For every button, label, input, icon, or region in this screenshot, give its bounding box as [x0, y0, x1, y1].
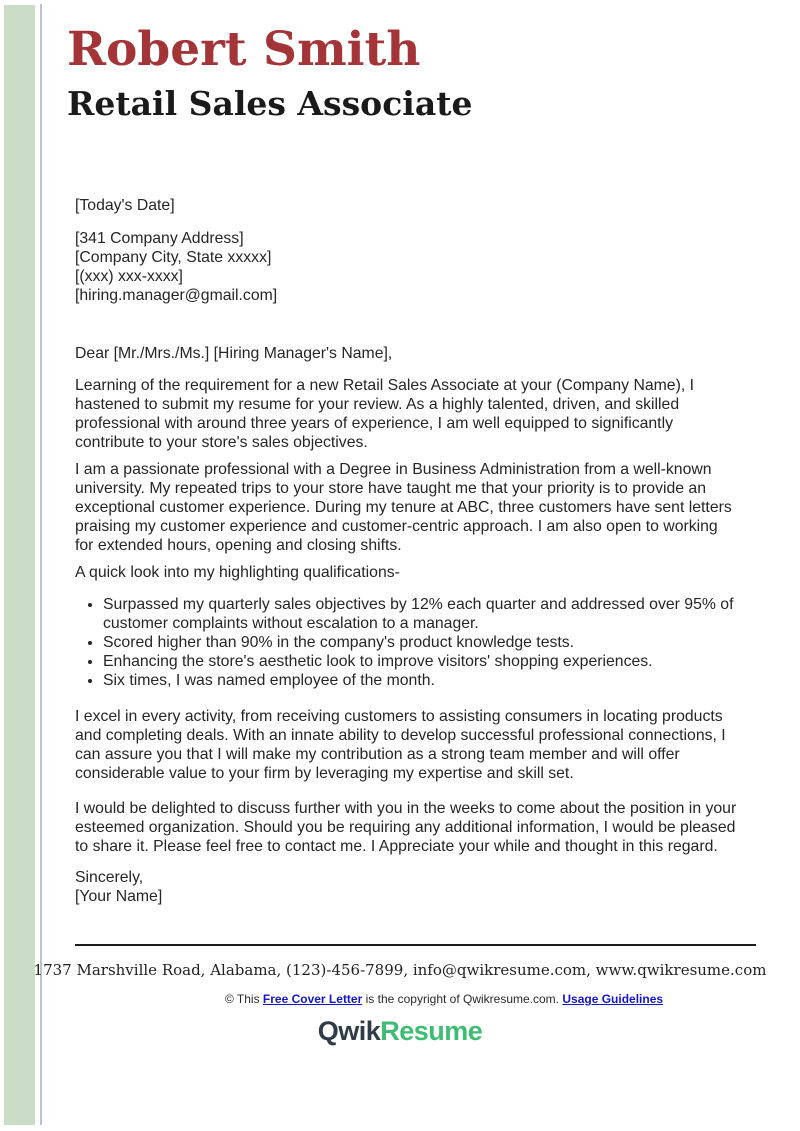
- recipient-address-line: [hiring.manager@gmail.com]: [75, 287, 278, 304]
- copyright-middle: is the copyright of Qwikresume.com.: [362, 992, 563, 1006]
- qwikresume-logo: [0, 1016, 800, 1046]
- qualification-item: • Surpassed my quarterly sales objectives by 12% each quarter and addressed over 95% of customer complaints without escalation to a manager.: [103, 595, 738, 633]
- footer-contact-line: 1737 Marshville Road, Alabama, (123)-456-7899, info@qwikresume.com, www.qwikresume.com: [33, 961, 767, 979]
- qualifications-list: [75, 595, 738, 690]
- qualification-item: • Enhancing the store's aesthetic look to improve visitors' shopping experiences.: [103, 652, 738, 671]
- qualifications-intro: A quick look into my highlighting qualifications-: [75, 564, 400, 581]
- recipient-address-block: [75, 229, 738, 305]
- recipient-address-line: [341 Company Address]: [75, 230, 244, 247]
- salutation: Dear [Mr./Mrs./Ms.] [Hiring Manager's Name],: [75, 345, 393, 362]
- signature-block: [75, 868, 738, 906]
- recipient-address-line: [Company City, State xxxxx]: [75, 249, 272, 266]
- copyright-prefix: © This: [224, 992, 263, 1006]
- job-title: Retail Sales Associate: [67, 84, 473, 123]
- recipient-address-line: [(xxx) xxx-xxxx]: [75, 268, 183, 285]
- paragraph-closing: I would be delighted to discuss further with you in the weeks to come about the position in your esteemed organization. Should you be requiring any additional information, I would be pleased to share it. Please feel free to contact me. I Appreciate your while and thought in this regard.: [75, 800, 737, 855]
- letter-body: [67, 0, 738, 906]
- logo-text-resume: Resume: [380, 1016, 483, 1046]
- logo-text-qwik: Qwik: [317, 1016, 381, 1046]
- candidate-name: Robert Smith: [67, 22, 421, 77]
- qualification-item: • Scored higher than 90% in the company's product knowledge tests.: [103, 633, 738, 652]
- qualification-item: • Six times, I was named employee of the month.: [103, 671, 738, 690]
- footer-copyright-line: [0, 992, 800, 1006]
- page-footer: [0, 944, 800, 1046]
- signoff: Sincerely,: [75, 869, 144, 886]
- date-placeholder: [Today's Date]: [75, 197, 175, 214]
- paragraph-background: I am a passionate professional with a Degree in Business Administration from a well-known university. My repeated trips to your store have taught me that your priority is to provide an exceptional customer experience. During my tenure at ABC, three customers have sent letters praising my customer experience and customer-centric approach. I am also open to working for extended hours, opening and closing shifts.: [75, 461, 732, 554]
- paragraph-skills: I excel in every activity, from receiving customers to assisting consumers in locating products and completing deals. With an innate ability to develop successful professional connections, I can assure you that I will make my contribution as a strong team member and will offer considerable value to your firm by leveraging my expertise and skill set.: [75, 708, 726, 782]
- paragraph-intro: Learning of the requirement for a new Retail Sales Associate at your (Company Name), I hastened to submit my resume for your review. As a highly talented, driven, and skilled professional with around three years of experience, I am well equipped to significantly contribute to your store's sales objectives.: [75, 377, 695, 451]
- usage-guidelines-link[interactable]: Usage Guidelines: [562, 992, 664, 1006]
- free-cover-letter-link[interactable]: Free Cover Letter: [262, 992, 363, 1006]
- footer-divider: [75, 944, 756, 946]
- signature-placeholder: [Your Name]: [75, 888, 163, 905]
